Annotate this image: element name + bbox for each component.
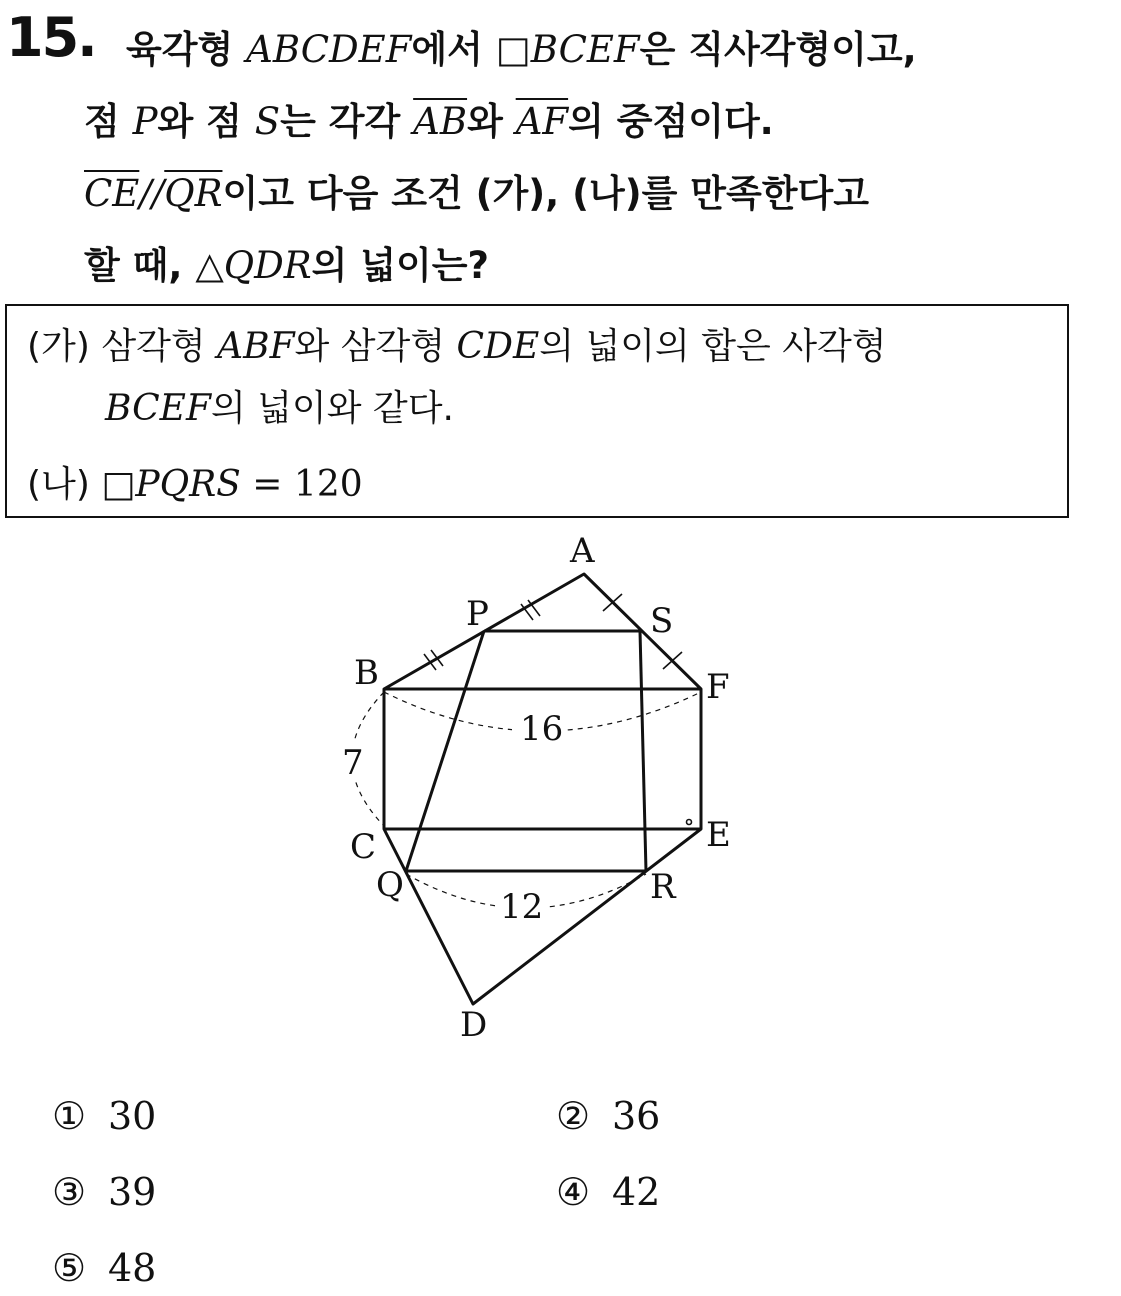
choice-value: 42	[612, 1170, 661, 1214]
vertex-label-r: R	[650, 867, 676, 907]
condition-text: 삼각형	[101, 326, 218, 367]
vertex-label-d: D	[460, 1005, 488, 1045]
choice-3[interactable]	[52, 1170, 156, 1214]
math-point-s: S	[254, 100, 281, 143]
vertex-label-e: E	[706, 815, 731, 855]
segment-pq	[406, 631, 484, 871]
math-segment-ce: $\overline{CE}$	[84, 172, 140, 215]
vertex-label-s: S	[650, 601, 674, 641]
vertex-label-q: Q	[376, 865, 404, 905]
stem-text: 의 넓이는?	[311, 244, 489, 287]
choice-value: 48	[108, 1246, 157, 1290]
dim-label-16: 16	[520, 709, 564, 749]
stem-text: 육각형	[126, 28, 247, 71]
choice-mark: ④	[556, 1170, 591, 1214]
choice-5[interactable]	[52, 1246, 156, 1290]
stem-text: 는 각각	[280, 100, 414, 143]
math-triangle-qdr: △QDR	[195, 244, 312, 287]
stem-text: 의 중점이다.	[568, 100, 774, 143]
condition-text: 의 넓이의 합은 사각형	[539, 326, 887, 367]
choice-value: 30	[108, 1094, 157, 1138]
vertex-label-p: P	[466, 594, 489, 634]
math-equals-120: = 120	[240, 464, 363, 505]
stem-text: 와 점	[157, 100, 255, 143]
math-triangle-cde: CDE	[456, 326, 540, 367]
math-parallel: //	[139, 172, 165, 215]
choice-4[interactable]	[556, 1170, 660, 1214]
math-segment-qr: $\overline{QR}$	[164, 172, 223, 215]
stem-text: 은 직사각형이고,	[639, 28, 917, 71]
math-rectangle-bcef: BCEF	[105, 388, 211, 429]
vertex-label-a: A	[570, 531, 595, 571]
choice-value: 36	[612, 1094, 661, 1138]
choice-value: 39	[108, 1170, 157, 1214]
right-angle-mark	[687, 820, 692, 825]
choice-2[interactable]	[556, 1094, 660, 1138]
stem-text: 할 때,	[84, 244, 196, 287]
choice-1[interactable]	[52, 1094, 156, 1138]
math-segment-ab: $\overline{AB}$	[413, 100, 468, 143]
tick-bp-2	[431, 650, 443, 666]
stem-text: 에서	[411, 28, 496, 71]
stem-text: 점	[84, 100, 133, 143]
math-triangle-abf: ABF	[217, 326, 295, 367]
choice-mark: ①	[52, 1094, 87, 1138]
condition-label: (나)	[27, 464, 90, 505]
vertex-label-b: B	[354, 653, 379, 693]
question-number: 15.	[6, 6, 96, 69]
math-hexagon: ABCDEF	[246, 28, 412, 71]
stem-text: 와	[467, 100, 516, 143]
segment-sr	[640, 631, 646, 871]
stem-text: 이고 다음 조건 (가), (나)를 만족한다고	[222, 172, 869, 215]
dim-label-7: 7	[342, 743, 364, 783]
condition-text: 와 삼각형	[294, 326, 457, 367]
dim-label-12: 12	[500, 887, 544, 927]
math-point-p: P	[132, 100, 158, 143]
choice-mark: ②	[556, 1094, 591, 1138]
choice-mark: ③	[52, 1170, 87, 1214]
condition-text: 의 넓이와 같다.	[210, 388, 454, 429]
condition-label: (가)	[27, 326, 90, 367]
vertex-label-c: C	[350, 827, 377, 867]
math-segment-af: $\overline{AF}$	[515, 100, 569, 143]
vertex-label-f: F	[706, 667, 730, 707]
math-quad-pqrs: □PQRS	[101, 464, 241, 505]
math-rectangle: □BCEF	[495, 28, 640, 71]
choice-mark: ⑤	[52, 1246, 87, 1290]
tick-bp-1	[424, 654, 436, 670]
